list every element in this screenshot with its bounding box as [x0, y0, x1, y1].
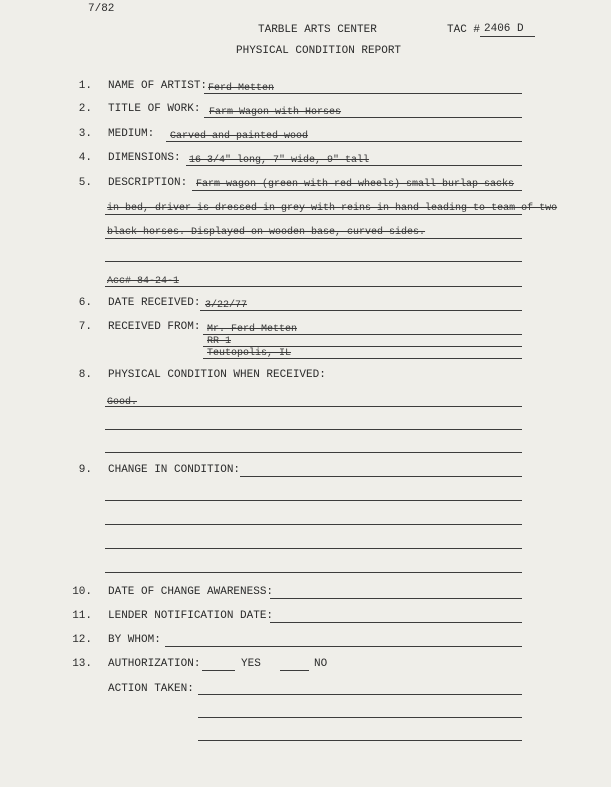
accession-number: Acc# 84-24-1 — [107, 276, 180, 287]
description-rule-2 — [105, 214, 522, 215]
condition-rule-2 — [105, 429, 522, 430]
authorization-yes-label: YES — [241, 658, 261, 670]
change-rule-2 — [105, 524, 522, 525]
by-whom-label: BY WHOM: — [108, 634, 161, 646]
condition-rule-1 — [105, 406, 522, 407]
date-change-line — [270, 598, 522, 599]
medium-label: MEDIUM: — [108, 128, 155, 140]
change-condition-label: CHANGE IN CONDITION: — [108, 464, 241, 476]
lender-notification-label: LENDER NOTIFICATION DATE: — [108, 610, 274, 622]
received-from-rule-3 — [203, 358, 522, 359]
received-from-line-2: RR 1 — [207, 336, 232, 347]
field-number: 6. — [78, 297, 92, 309]
field-number: 3. — [78, 128, 92, 140]
field-number: 12. — [72, 634, 92, 646]
field-number: 13. — [72, 658, 92, 670]
title-value: Farm Wagon with Horses — [209, 107, 342, 118]
received-from-line-3: Teutopolis, IL — [207, 348, 292, 359]
medium-line — [166, 141, 522, 142]
dimensions-value: 16 3/4" long, 7" wide, 9" tall — [189, 155, 370, 166]
received-from-rule-2 — [203, 346, 522, 347]
condition-rule-3 — [105, 452, 522, 453]
description-rule-4 — [105, 261, 522, 262]
artist-label: NAME OF ARTIST: — [108, 80, 208, 92]
field-number: 7. — [78, 321, 92, 333]
lender-notification-line — [270, 622, 522, 623]
condition-received-value: Good. — [107, 397, 138, 408]
field-number: 4. — [78, 152, 92, 164]
report-title: PHYSICAL CONDITION REPORT — [236, 45, 402, 57]
description-rule-3 — [105, 238, 522, 239]
tac-label: TAC # — [447, 24, 481, 36]
date-code: 7/82 — [88, 3, 115, 15]
received-from-label: RECEIVED FROM: — [108, 321, 201, 333]
change-rule-1 — [105, 500, 522, 501]
authorization-yes-blank — [202, 670, 235, 671]
dimensions-line — [186, 165, 522, 166]
received-from-line-1: Mr. Ferd Metten — [207, 324, 298, 335]
authorization-label: AUTHORIZATION: — [108, 658, 201, 670]
field-number: 11. — [72, 610, 92, 622]
center-name: TARBLE ARTS CENTER — [258, 24, 377, 36]
field-number: 8. — [78, 369, 92, 381]
action-taken-rule-2 — [198, 717, 522, 718]
change-condition-line — [240, 476, 522, 477]
action-taken-rule-3 — [198, 740, 522, 741]
description-rule-1 — [192, 190, 522, 191]
date-received-line — [200, 310, 522, 311]
field-number: 10. — [72, 586, 92, 598]
field-number: 2. — [78, 103, 92, 115]
title-label: TITLE OF WORK: — [108, 103, 201, 115]
action-taken-label: ACTION TAKEN: — [108, 683, 194, 695]
title-line — [204, 117, 522, 118]
date-received-value: 3/22/77 — [205, 300, 248, 311]
authorization-no-blank — [280, 670, 309, 671]
by-whom-line — [165, 646, 522, 647]
field-number: 1. — [78, 80, 92, 92]
field-number: 9. — [78, 464, 92, 476]
action-taken-rule-1 — [198, 694, 522, 695]
description-label: DESCRIPTION: — [108, 177, 188, 189]
received-from-rule-1 — [203, 334, 522, 335]
description-line-3: black horses. Displayed on wooden base, curved sides. — [107, 227, 426, 238]
change-rule-4 — [105, 572, 522, 573]
date-change-label: DATE OF CHANGE AWARENESS: — [108, 586, 274, 598]
tac-number-line — [480, 36, 535, 37]
medium-value: Carved and painted wood — [170, 131, 309, 142]
tac-number: 2406 D — [484, 23, 524, 35]
artist-value: Ferd Metten — [208, 83, 275, 94]
change-rule-3 — [105, 548, 522, 549]
field-number: 5. — [78, 177, 92, 189]
date-received-label: DATE RECEIVED: — [108, 297, 201, 309]
description-rule-5 — [105, 286, 522, 287]
artist-line — [204, 93, 522, 94]
authorization-no-label: NO — [314, 658, 328, 670]
condition-received-label: PHYSICAL CONDITION WHEN RECEIVED: — [108, 369, 326, 381]
description-line-2: in bed, driver is dressed in grey with reins in hand leading to team of two — [107, 203, 558, 214]
dimensions-label: DIMENSIONS: — [108, 152, 181, 164]
description-line-1: Farm wagon (green with red wheels) small burlap sacks — [196, 179, 515, 190]
